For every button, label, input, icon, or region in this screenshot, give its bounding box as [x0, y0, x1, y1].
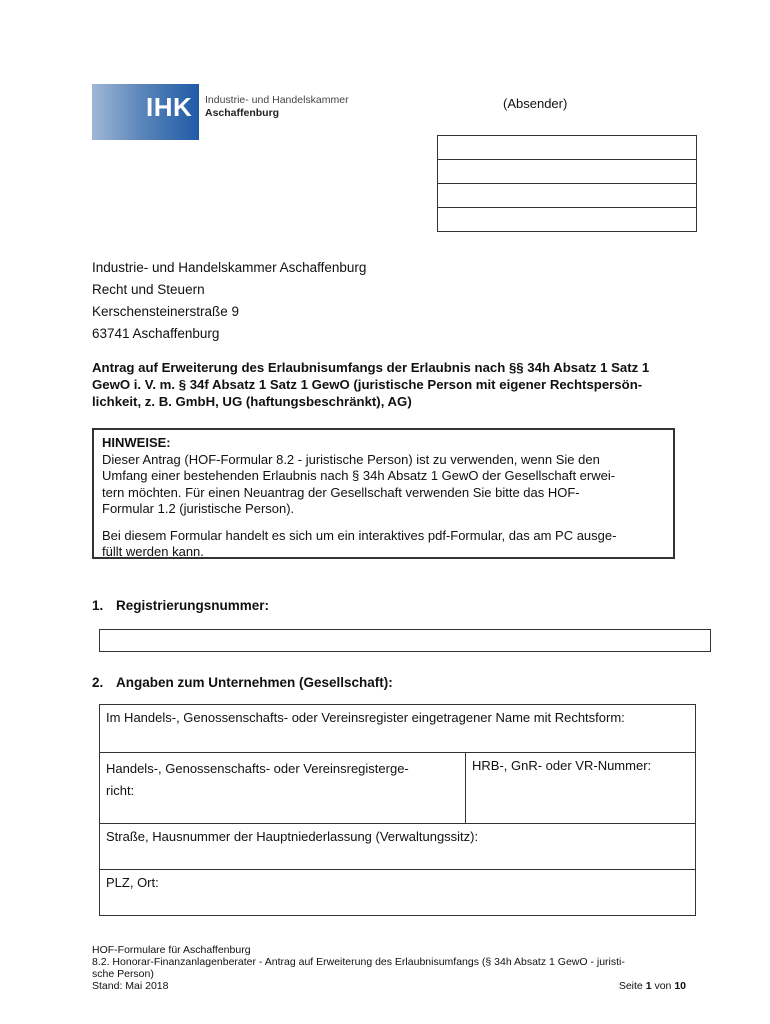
- footer-stand-row: [92, 980, 686, 992]
- notice-line: füllt werden kann.: [102, 544, 204, 559]
- logo-name-line2: Aschaffenburg: [205, 107, 280, 119]
- register-number-field[interactable]: [466, 753, 695, 824]
- form-title: [92, 359, 702, 410]
- page-total: 10: [674, 980, 686, 992]
- notice-paragraph-1: [102, 452, 665, 518]
- section-number: 2.: [92, 675, 104, 690]
- footer-stand: Stand: Mai 2018: [92, 980, 169, 992]
- recipient-address: [92, 257, 366, 345]
- page-footer: [92, 944, 686, 992]
- register-court-field[interactable]: [100, 753, 466, 824]
- address-line: Recht und Steuern: [92, 282, 205, 297]
- registration-number-input[interactable]: [99, 629, 711, 652]
- sender-field-3[interactable]: [438, 184, 696, 208]
- logo-name-line1: Industrie- und Handelskammer: [205, 94, 349, 106]
- title-line: Antrag auf Erweiterung des Erlaubnisumfangs der Erlaubnis nach §§ 34h Absatz 1 Satz 1: [92, 360, 650, 375]
- notice-paragraph-2: [102, 528, 665, 561]
- address-line: 63741 Aschaffenburg: [92, 326, 220, 341]
- page-indicator: [619, 980, 686, 992]
- page-prefix: Seite: [618, 980, 643, 992]
- ihk-logo: [92, 84, 349, 142]
- notice-line: Dieser Antrag (HOF-Formular 8.2 - juristische Person) ist zu verwenden, wenn Sie den: [102, 451, 600, 467]
- page-current: 1: [645, 980, 652, 992]
- field-label: PLZ, Ort:: [106, 875, 159, 890]
- field-label: Straße, Hausnummer der Hauptniederlassung (Verwaltungssitz):: [106, 829, 479, 844]
- address-line: Industrie- und Handelskammer Aschaffenburg: [92, 260, 367, 275]
- street-field[interactable]: [100, 824, 695, 870]
- city-field[interactable]: [100, 870, 695, 915]
- title-line: GewO i. V. m. § 34f Absatz 1 Satz 1 GewO (juristische Person mit eigener Rechtspersön-: [92, 377, 643, 392]
- logo-abbr: IHK: [146, 92, 193, 122]
- section-title: Registrierungsnummer:: [116, 598, 270, 613]
- address-line: Kerschensteinerstraße 9: [92, 304, 240, 319]
- notice-line: tern möchten. Für einen Neuantrag der Gesellschaft verwenden Sie bitte das HOF-: [102, 484, 580, 500]
- field-label: Im Handels-, Genossenschafts- oder Vereinsregister eingetragener Name mit Rechtsform:: [106, 710, 625, 725]
- notice-line: Umfang einer bestehenden Erlaubnis nach § 34h Absatz 1 GewO der Gesellschaft erwei-: [102, 468, 616, 483]
- notice-heading: HINWEISE:: [102, 435, 171, 450]
- company-form-table: [99, 704, 696, 916]
- section-number: 1.: [92, 598, 104, 613]
- notice-line: Formular 1.2 (juristische Person).: [102, 501, 295, 516]
- title-line: lichkeit, z. B. GmbH, UG (haftungsbeschränkt), AG): [92, 394, 412, 409]
- sender-field-4[interactable]: [438, 208, 696, 231]
- footer-line: HOF-Formulare für Aschaffenburg: [92, 944, 251, 956]
- sender-label: (Absender): [503, 96, 568, 111]
- notice-line: Bei diesem Formular handelt es sich um ein interaktives pdf-Formular, das am PC ausge-: [102, 527, 617, 543]
- section-1-heading: [92, 598, 269, 613]
- company-name-field[interactable]: [100, 705, 695, 753]
- field-label: Handels-, Genossenschafts- oder Vereinsregisterge-: [106, 761, 409, 776]
- field-label: richt:: [106, 783, 135, 798]
- notice-box: [92, 428, 675, 559]
- field-label: HRB-, GnR- oder VR-Nummer:: [472, 758, 652, 773]
- footer-line: 8.2. Honorar-Finanzanlagenberater - Antrag auf Erweiterung des Erlaubnisumfangs (§ 34h Absatz 1 GewO - juristi-: [92, 956, 625, 968]
- page-mid: von: [654, 980, 672, 992]
- sender-field-2[interactable]: [438, 160, 696, 184]
- section-2-heading: [92, 675, 393, 690]
- sender-fields: [437, 135, 697, 232]
- footer-line: sche Person): [92, 968, 154, 980]
- sender-field-1[interactable]: [438, 136, 696, 160]
- section-title: Angaben zum Unternehmen (Gesellschaft):: [116, 675, 393, 690]
